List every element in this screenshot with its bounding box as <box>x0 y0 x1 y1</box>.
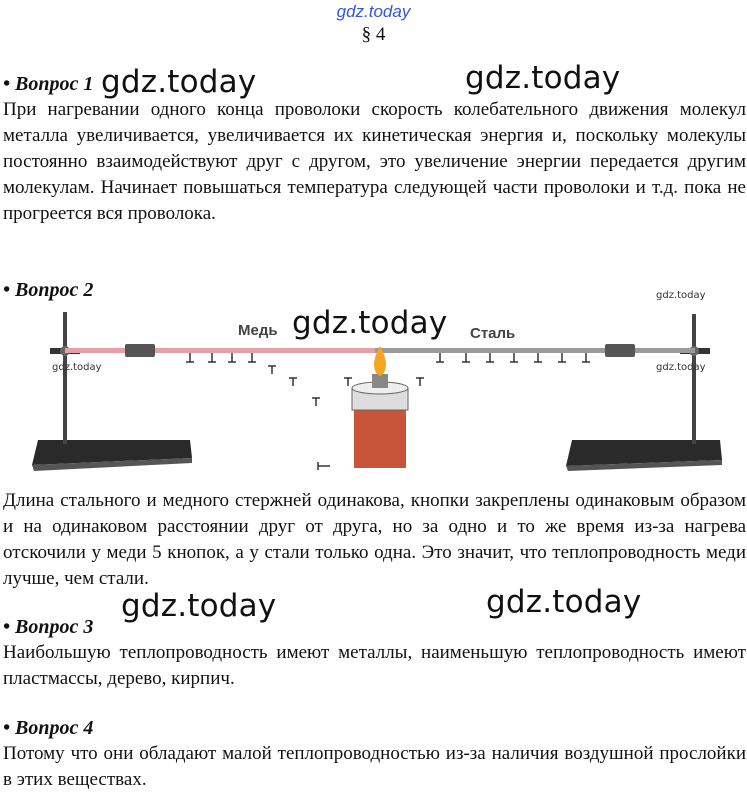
question-1-answer: При нагревании одного конца проволоки скорость колебательного движения молекул металла увеличивается, увеличивается их кинетическая энергия и, поскольку молекулы постоянно взаимодействуют друг с другом, это увеличение энергии передается другим молекулам. Начинает повышаться температура следующей части проволоки и т.д. пока не прогреется вся проволока. <box>3 99 746 224</box>
watermark-top: gdz.today <box>336 2 411 21</box>
question-2-answer: Длина стального и медного стержней одинакова, кнопки закреплены одинаковым образом и на одинаковом расстоянии друг от друга, но за одно и то же время из-за нагрева отскочили у меди 5 кнопок, а у стали только одна. Это значит, что теплопроводность меди лучше, чем стали. <box>3 490 746 589</box>
steel-rod <box>375 348 695 353</box>
watermark: gdz.today <box>465 60 621 96</box>
question-4-title: • Вопрос 4 <box>3 717 94 739</box>
watermark: gdz.today <box>292 305 448 341</box>
question-2-title: • Вопрос 2 <box>3 279 94 301</box>
clamp-right <box>605 344 635 357</box>
question-3-answer: Наибольшую теплопроводность имеют металлы, наименьшую теплопроводность имеют пластмассы, дерево, кирпич. <box>3 642 746 689</box>
watermark-small: gdz.today <box>52 362 102 373</box>
question-1-title: • Вопрос 1 <box>3 73 94 95</box>
watermark-small: gdz.today <box>656 290 706 301</box>
copper-rod <box>65 348 375 353</box>
section-title: § 4 <box>361 24 386 45</box>
question-4-answer: Потому что они обладают малой теплопроводностью из-за наличия воздушной прослойки в этих веществах. <box>3 743 746 790</box>
watermark: gdz.today <box>121 588 277 624</box>
watermark: gdz.today <box>486 584 642 620</box>
steel-label: Сталь <box>470 325 516 342</box>
watermark-small: gdz.today <box>656 362 706 373</box>
left-stand <box>32 312 192 471</box>
steel-pins <box>436 353 590 362</box>
copper-pins <box>186 353 256 362</box>
spirit-lamp <box>352 346 408 468</box>
watermark: gdz.today <box>101 64 257 100</box>
copper-label: Медь <box>238 322 278 339</box>
clamp-left <box>125 344 155 357</box>
question-3-title: • Вопрос 3 <box>3 616 94 638</box>
right-stand <box>566 314 722 471</box>
